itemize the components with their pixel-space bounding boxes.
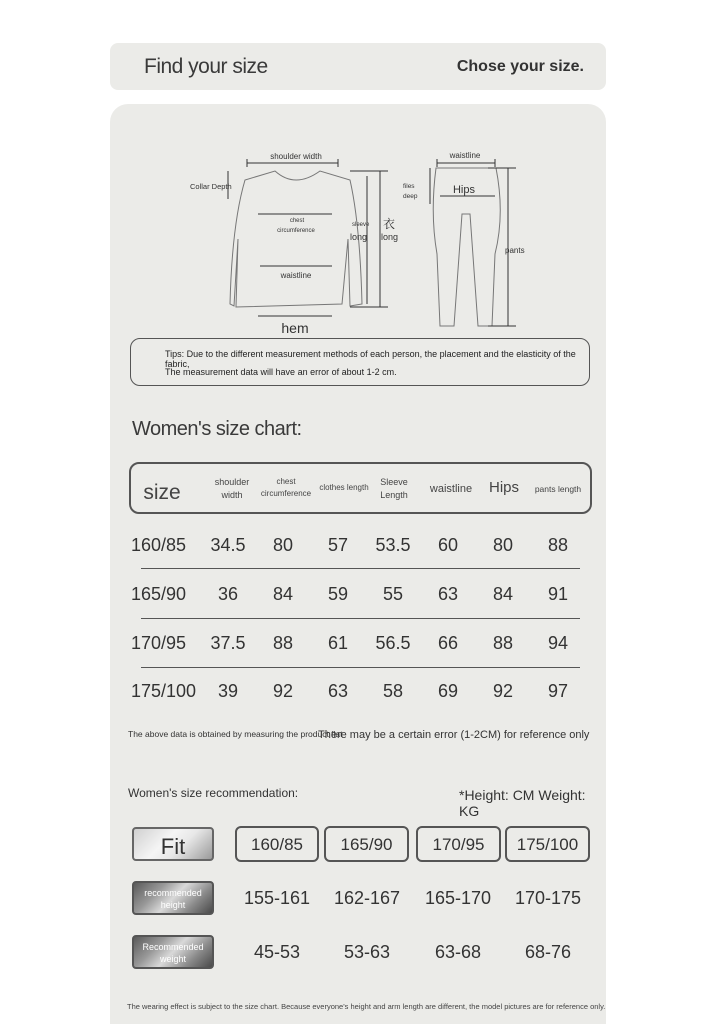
- label-clothes-1: 衣: [383, 217, 396, 231]
- header-shoulder-1: shoulder: [214, 477, 250, 487]
- tips-box: [130, 338, 590, 386]
- table-cell: 37.5: [210, 633, 246, 653]
- page-title: Find your size: [144, 55, 268, 78]
- size-chart-header: [129, 462, 592, 514]
- height-value: 170-175: [514, 888, 582, 908]
- table-cell: 39: [217, 681, 239, 701]
- weight-label-line-1: Recommended: [142, 942, 204, 952]
- size-option-175[interactable]: 175/100: [505, 826, 590, 862]
- height-value: 162-167: [333, 888, 401, 908]
- recommended-height-label: [132, 881, 214, 915]
- label-clothes-2: long: [381, 232, 399, 242]
- label-sleeve-2: long: [350, 232, 368, 242]
- label-files-2: deep: [403, 193, 418, 200]
- header-chest-1: chest: [276, 477, 296, 486]
- size-guide-panel: [110, 104, 606, 1024]
- row-divider: [141, 618, 580, 619]
- header-sleeve-2: Length: [380, 490, 408, 500]
- recommendation-title: Women's size recommendation:: [128, 786, 299, 800]
- size-option-170[interactable]: 170/95: [416, 826, 501, 862]
- height-label-line-1: recommended: [144, 888, 202, 898]
- size-option-160[interactable]: 160/85: [235, 826, 319, 862]
- label-hips: Hips: [452, 184, 476, 196]
- weight-value: 68-76: [524, 942, 572, 962]
- table-cell: 92: [492, 681, 514, 701]
- table-cell: 55: [382, 584, 404, 604]
- label-collar-depth: Collar Depth: [190, 182, 232, 191]
- table-cell: 69: [437, 681, 459, 701]
- table-cell: 58: [382, 681, 404, 701]
- height-value: 155-161: [243, 888, 311, 908]
- note-left: The above data is obtained by measuring the product flat: [128, 729, 343, 739]
- label-shoulder-width: shoulder width: [270, 152, 322, 161]
- table-cell: 36: [217, 584, 239, 604]
- table-cell: 88: [492, 633, 514, 653]
- table-cell: 165/90: [131, 584, 187, 604]
- label-files-1: files: [403, 183, 415, 190]
- row-divider: [141, 568, 580, 569]
- table-cell: 88: [272, 633, 294, 653]
- header-clothes-length: clothes length: [319, 483, 369, 492]
- table-cell: 84: [492, 584, 514, 604]
- header-waistline: waistline: [429, 483, 473, 495]
- label-waistline: waistline: [280, 271, 312, 280]
- table-cell: 92: [272, 681, 294, 701]
- table-cell: 60: [437, 535, 459, 555]
- table-cell: 91: [547, 584, 569, 604]
- table-cell: 66: [437, 633, 459, 653]
- height-value: 165-170: [424, 888, 492, 908]
- size-chart-title: Women's size chart:: [132, 418, 302, 440]
- footer-note: The wearing effect is subject to the size chart. Because everyone's height and arm length are different, the model pictures are for reference only.: [127, 1002, 606, 1011]
- header-size: size: [143, 481, 181, 504]
- table-cell: 84: [272, 584, 294, 604]
- size-option-165[interactable]: 165/90: [324, 826, 409, 862]
- label-hem: hem: [281, 320, 309, 336]
- table-row: [110, 633, 606, 663]
- height-label-line-2: height: [160, 900, 186, 910]
- weight-value: 53-63: [343, 942, 391, 962]
- label-chest-1: chest: [289, 218, 305, 224]
- label-sleeve-1: sleeve: [352, 222, 370, 228]
- header-hips: Hips: [488, 479, 519, 496]
- table-cell: 34.5: [210, 535, 246, 555]
- label-pants-waistline: waistline: [449, 151, 481, 160]
- table-row: [110, 535, 606, 565]
- table-cell: 63: [437, 584, 459, 604]
- tips-line-1: Tips: Due to the different measurement methods of each person, the placement and the elasticity of the fabric,: [165, 349, 576, 369]
- label-pants: pants: [505, 246, 525, 255]
- page-subtitle: Chose your size.: [456, 58, 584, 75]
- table-cell: 80: [272, 535, 294, 555]
- weight-value: 63-68: [434, 942, 482, 962]
- header-chest-2: circumference: [260, 489, 312, 498]
- label-chest-2: circumference: [277, 228, 315, 234]
- table-cell: 56.5: [375, 633, 411, 653]
- table-cell: 175/100: [131, 681, 197, 701]
- table-cell: 59: [327, 584, 349, 604]
- header-shoulder-2: width: [221, 490, 243, 500]
- note-right: There may be a certain error (1-2CM) for reference only: [318, 729, 590, 741]
- table-cell: 57: [327, 535, 349, 555]
- table-cell: 53.5: [375, 535, 411, 555]
- table-cell: 97: [547, 681, 569, 701]
- shirt-drawing: [230, 171, 362, 307]
- header-pants-length: pants length: [534, 484, 582, 494]
- table-cell: 63: [327, 681, 349, 701]
- table-cell: 170/95: [131, 633, 187, 653]
- header-bar: [110, 43, 606, 90]
- table-cell: 80: [492, 535, 514, 555]
- table-cell: 160/85: [131, 535, 187, 555]
- table-row: [110, 584, 606, 614]
- weight-label-line-2: weight: [159, 954, 186, 964]
- table-cell: 94: [547, 633, 569, 653]
- header-sleeve-1: Sleeve: [380, 477, 408, 487]
- table-cell: 88: [547, 535, 569, 555]
- recommended-weight-label: [132, 935, 214, 969]
- table-row: [110, 681, 606, 711]
- tips-line-2: The measurement data will have an error of about 1-2 cm.: [165, 367, 397, 377]
- fit-label: Fit: [132, 827, 214, 861]
- units-note: *Height: CM Weight: KG: [459, 787, 586, 819]
- table-cell: 61: [327, 633, 349, 653]
- row-divider: [141, 667, 580, 668]
- weight-value: 45-53: [253, 942, 301, 962]
- measurement-diagram: [110, 104, 606, 344]
